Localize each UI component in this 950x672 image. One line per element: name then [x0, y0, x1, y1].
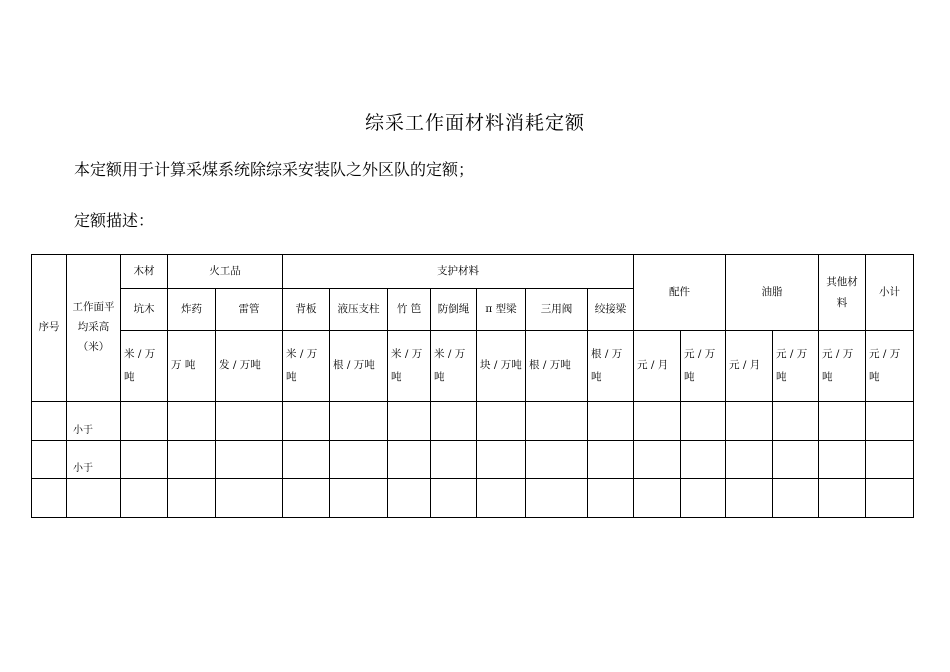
table-row	[32, 441, 914, 479]
header-seq: 序号	[32, 255, 67, 402]
unit-cell: 元 / 月	[634, 331, 681, 402]
subheader-cell: 竹 笆	[388, 289, 431, 331]
unit-cell: 米 / 万吨	[431, 331, 477, 402]
unit-cell: 元 / 月	[726, 331, 773, 402]
unit-cell: 根 / 万吨	[526, 331, 588, 402]
intro-text: 本定额用于计算采煤系统除综采安装队之外区队的定额；	[74, 160, 475, 179]
subheader-cell: 坑木	[121, 289, 168, 331]
subheader-cell: π 型梁	[477, 289, 526, 331]
subheader-cell: 雷管	[216, 289, 283, 331]
unit-cell: 根 / 万吨	[330, 331, 388, 402]
header-other: 其他材料	[819, 255, 866, 331]
header-parts: 配件	[634, 255, 726, 331]
header-avg-height: 工作面平均采高（米）	[67, 255, 121, 402]
unit-cell: 米 / 万吨	[283, 331, 330, 402]
unit-cell: 发 / 万吨	[216, 331, 283, 402]
subheader-cell: 绞接梁	[588, 289, 634, 331]
unit-cell: 元 / 万吨	[866, 331, 914, 402]
unit-cell: 元 / 万吨	[819, 331, 866, 402]
unit-cell: 元 / 万吨	[681, 331, 726, 402]
table-row	[32, 479, 914, 518]
row-label: 小于	[67, 402, 121, 441]
subheader-cell: 防倒绳	[431, 289, 477, 331]
description-label: 定额描述：	[74, 211, 155, 230]
subheader-cell: 炸药	[168, 289, 216, 331]
table-row	[32, 402, 914, 441]
document-title: 综采工作面材料消耗定额	[364, 112, 585, 134]
header-subtotal: 小计	[866, 255, 914, 331]
unit-cell: 块 / 万吨	[477, 331, 526, 402]
subheader-cell: 三用阀	[526, 289, 588, 331]
unit-cell: 万 吨	[168, 331, 216, 402]
header-grease: 油脂	[726, 255, 819, 331]
unit-cell: 根 / 万吨	[588, 331, 634, 402]
subheader-cell: 背板	[283, 289, 330, 331]
header-explosives: 火工品	[168, 255, 283, 289]
header-wood: 木材	[121, 255, 168, 289]
row-label	[67, 479, 121, 518]
row-label: 小于	[67, 441, 121, 479]
unit-cell: 米 / 万吨	[388, 331, 431, 402]
subheader-cell: 液压支柱	[330, 289, 388, 331]
unit-cell: 米 / 万吨	[121, 331, 168, 402]
quota-table	[31, 254, 914, 518]
header-support: 支护材料	[283, 255, 634, 289]
unit-cell: 元 / 万吨	[773, 331, 819, 402]
